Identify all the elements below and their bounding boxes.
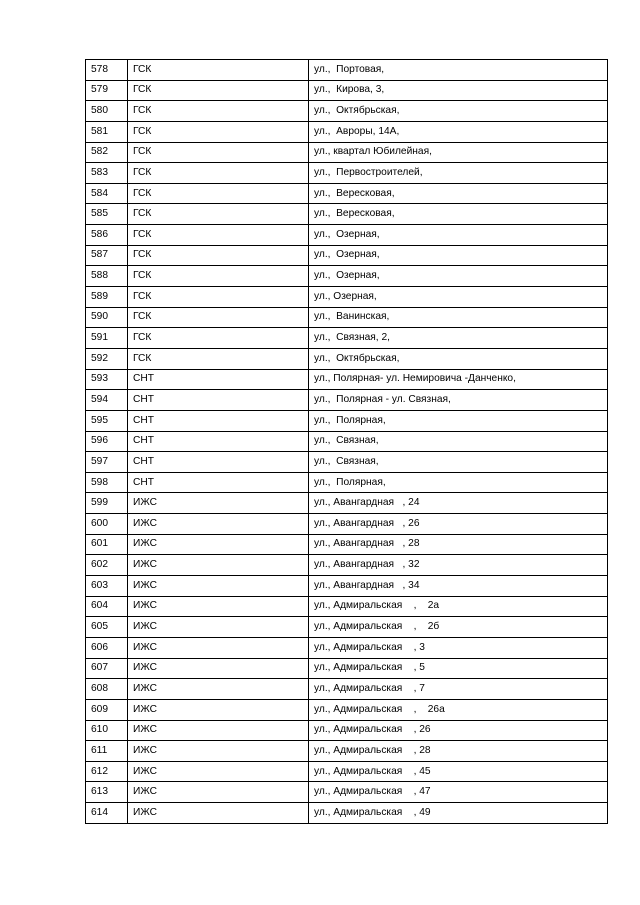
object-type-cell: ИЖС	[128, 637, 309, 658]
address-cell: ул., Адмиральская , 5	[309, 658, 608, 679]
table-row	[86, 720, 608, 741]
address-cell: ул., Озерная,	[309, 245, 608, 266]
table-row	[86, 576, 608, 597]
address-cell: ул., Авангардная , 24	[309, 493, 608, 514]
object-type-cell: ГСК	[128, 142, 309, 163]
address-cell: ул., квартал Юбилейная,	[309, 142, 608, 163]
table-row	[86, 410, 608, 431]
object-type-cell: ИЖС	[128, 720, 309, 741]
row-number-cell: 608	[86, 679, 128, 700]
row-number-cell: 584	[86, 183, 128, 204]
row-number-cell: 582	[86, 142, 128, 163]
object-type-cell: ГСК	[128, 121, 309, 142]
object-type-cell: ИЖС	[128, 596, 309, 617]
object-type-cell: ГСК	[128, 80, 309, 101]
address-cell: ул., Полярная- ул. Немировича -Данченко,	[309, 369, 608, 390]
table-row	[86, 514, 608, 535]
address-cell: ул., Адмиральская , 45	[309, 761, 608, 782]
row-number-cell: 587	[86, 245, 128, 266]
table-row	[86, 431, 608, 452]
objects-table	[85, 59, 608, 824]
row-number-cell: 603	[86, 576, 128, 597]
table-row	[86, 183, 608, 204]
object-type-cell: ИЖС	[128, 493, 309, 514]
table-row	[86, 617, 608, 638]
object-type-cell: ГСК	[128, 266, 309, 287]
table-row	[86, 369, 608, 390]
row-number-cell: 581	[86, 121, 128, 142]
address-cell: ул., Адмиральская , 49	[309, 803, 608, 824]
row-number-cell: 609	[86, 699, 128, 720]
object-type-cell: ГСК	[128, 287, 309, 308]
table-row	[86, 328, 608, 349]
table-row	[86, 699, 608, 720]
object-type-cell: ГСК	[128, 225, 309, 246]
object-type-cell: ИЖС	[128, 617, 309, 638]
table-body	[86, 60, 608, 824]
object-type-cell: ИЖС	[128, 699, 309, 720]
object-type-cell: ГСК	[128, 101, 309, 122]
row-number-cell: 598	[86, 472, 128, 493]
object-type-cell: ИЖС	[128, 534, 309, 555]
address-cell: ул., Адмиральская , 7	[309, 679, 608, 700]
object-type-cell: ИЖС	[128, 803, 309, 824]
row-number-cell: 592	[86, 348, 128, 369]
object-type-cell: ИЖС	[128, 514, 309, 535]
object-type-cell: ГСК	[128, 183, 309, 204]
address-cell: ул., Связная,	[309, 452, 608, 473]
row-number-cell: 601	[86, 534, 128, 555]
address-cell: ул., Портовая,	[309, 60, 608, 81]
address-cell: ул., Адмиральская , 2б	[309, 617, 608, 638]
row-number-cell: 590	[86, 307, 128, 328]
table-row	[86, 782, 608, 803]
table-row	[86, 596, 608, 617]
row-number-cell: 588	[86, 266, 128, 287]
object-type-cell: ИЖС	[128, 741, 309, 762]
address-cell: ул., Октябрьская,	[309, 348, 608, 369]
object-type-cell: ГСК	[128, 60, 309, 81]
address-cell: ул., Связная, 2,	[309, 328, 608, 349]
row-number-cell: 611	[86, 741, 128, 762]
object-type-cell: СНТ	[128, 410, 309, 431]
table-row	[86, 452, 608, 473]
address-cell: ул., Первостроителей,	[309, 163, 608, 184]
address-cell: ул., Авангардная , 28	[309, 534, 608, 555]
object-type-cell: СНТ	[128, 390, 309, 411]
table-row	[86, 472, 608, 493]
address-cell: ул., Полярная,	[309, 472, 608, 493]
object-type-cell: ИЖС	[128, 679, 309, 700]
table-row	[86, 101, 608, 122]
table-row	[86, 287, 608, 308]
row-number-cell: 596	[86, 431, 128, 452]
row-number-cell: 606	[86, 637, 128, 658]
address-cell: ул., Озерная,	[309, 266, 608, 287]
address-cell: ул., Авангардная , 26	[309, 514, 608, 535]
table-row	[86, 80, 608, 101]
table-row	[86, 225, 608, 246]
table-row	[86, 390, 608, 411]
object-type-cell: ИЖС	[128, 658, 309, 679]
table-row	[86, 534, 608, 555]
address-cell: ул., Октябрьская,	[309, 101, 608, 122]
table-row	[86, 163, 608, 184]
row-number-cell: 578	[86, 60, 128, 81]
address-cell: ул., Адмиральская , 26	[309, 720, 608, 741]
row-number-cell: 604	[86, 596, 128, 617]
address-cell: ул., Кирова, 3,	[309, 80, 608, 101]
row-number-cell: 612	[86, 761, 128, 782]
table-row	[86, 266, 608, 287]
row-number-cell: 594	[86, 390, 128, 411]
row-number-cell: 597	[86, 452, 128, 473]
address-cell: ул., Адмиральская , 28	[309, 741, 608, 762]
address-cell: ул., Адмиральская , 3	[309, 637, 608, 658]
table-row	[86, 803, 608, 824]
address-cell: ул., Вересковая,	[309, 183, 608, 204]
table-row	[86, 60, 608, 81]
row-number-cell: 610	[86, 720, 128, 741]
table-row	[86, 245, 608, 266]
row-number-cell: 583	[86, 163, 128, 184]
address-cell: ул., Авангардная , 34	[309, 576, 608, 597]
row-number-cell: 605	[86, 617, 128, 638]
table-row	[86, 493, 608, 514]
table-row	[86, 307, 608, 328]
table-row	[86, 142, 608, 163]
row-number-cell: 586	[86, 225, 128, 246]
table-row	[86, 348, 608, 369]
address-cell: ул., Связная,	[309, 431, 608, 452]
row-number-cell: 579	[86, 80, 128, 101]
address-cell: ул., Адмиральская , 2а	[309, 596, 608, 617]
row-number-cell: 593	[86, 369, 128, 390]
object-type-cell: СНТ	[128, 369, 309, 390]
row-number-cell: 600	[86, 514, 128, 535]
address-cell: ул., Вересковая,	[309, 204, 608, 225]
object-type-cell: СНТ	[128, 431, 309, 452]
address-cell: ул., Адмиральская , 26а	[309, 699, 608, 720]
address-cell: ул., Озерная,	[309, 287, 608, 308]
object-type-cell: ГСК	[128, 163, 309, 184]
address-cell: ул., Полярная - ул. Связная,	[309, 390, 608, 411]
row-number-cell: 602	[86, 555, 128, 576]
row-number-cell: 607	[86, 658, 128, 679]
row-number-cell: 595	[86, 410, 128, 431]
row-number-cell: 589	[86, 287, 128, 308]
address-cell: ул., Авангардная , 32	[309, 555, 608, 576]
row-number-cell: 580	[86, 101, 128, 122]
table-row	[86, 637, 608, 658]
row-number-cell: 591	[86, 328, 128, 349]
object-type-cell: СНТ	[128, 452, 309, 473]
object-type-cell: ИЖС	[128, 576, 309, 597]
object-type-cell: ГСК	[128, 307, 309, 328]
row-number-cell: 613	[86, 782, 128, 803]
address-cell: ул., Ванинская,	[309, 307, 608, 328]
address-cell: ул., Озерная,	[309, 225, 608, 246]
address-cell: ул., Авроры, 14А,	[309, 121, 608, 142]
object-type-cell: ГСК	[128, 245, 309, 266]
table-row	[86, 121, 608, 142]
object-type-cell: ИЖС	[128, 782, 309, 803]
table-row	[86, 741, 608, 762]
table-row	[86, 761, 608, 782]
object-type-cell: ИЖС	[128, 555, 309, 576]
table-row	[86, 679, 608, 700]
object-type-cell: ГСК	[128, 328, 309, 349]
object-type-cell: ГСК	[128, 348, 309, 369]
table-row	[86, 204, 608, 225]
object-type-cell: ИЖС	[128, 761, 309, 782]
row-number-cell: 614	[86, 803, 128, 824]
table-row	[86, 658, 608, 679]
address-cell: ул., Полярная,	[309, 410, 608, 431]
table-row	[86, 555, 608, 576]
object-type-cell: ГСК	[128, 204, 309, 225]
address-cell: ул., Адмиральская , 47	[309, 782, 608, 803]
row-number-cell: 599	[86, 493, 128, 514]
object-type-cell: СНТ	[128, 472, 309, 493]
row-number-cell: 585	[86, 204, 128, 225]
